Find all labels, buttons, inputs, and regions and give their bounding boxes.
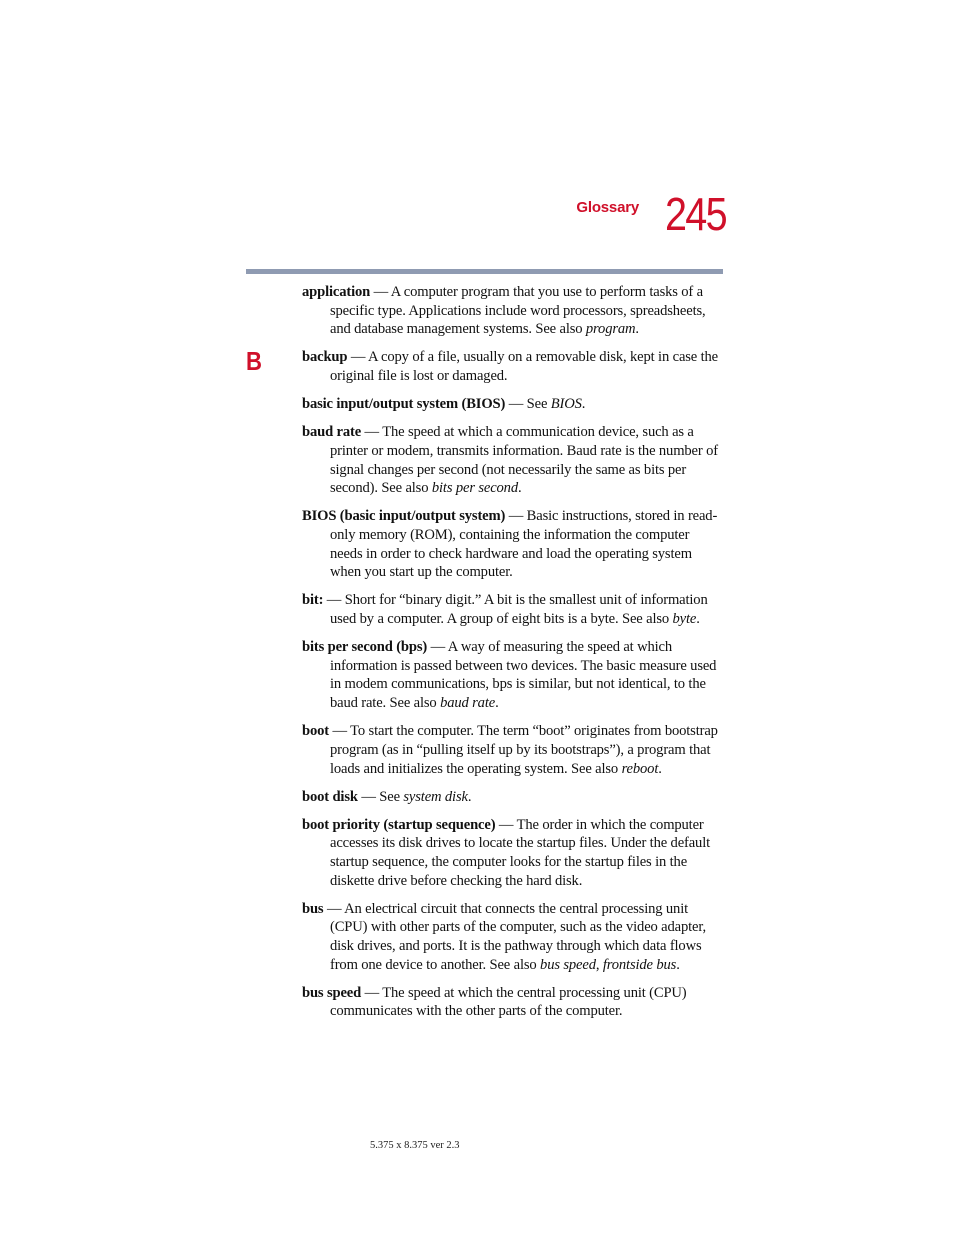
entry-term: application [302, 284, 371, 300]
glossary-entry [302, 423, 724, 498]
entry-text: — A way of measuring the speed at which information is passed between two devices. The basic measure used in modem communications, bps is similar, but not identical, to the baud rate. See also [330, 639, 717, 712]
entry-text: . [696, 611, 700, 628]
entry-term: baud rate [302, 424, 362, 441]
entry-reference: BIOS [550, 396, 582, 413]
glossary-entry [302, 638, 724, 713]
section-letter: B [246, 346, 262, 376]
glossary-entry [302, 900, 724, 975]
page-number: 245 [665, 188, 726, 240]
entry-reference: frontside bus [602, 956, 677, 973]
glossary-entry [302, 788, 724, 807]
entry-term: boot disk [302, 788, 358, 805]
entry-text: . [495, 695, 499, 712]
entry-term: boot [302, 723, 329, 740]
entry-text: . [676, 956, 680, 973]
glossary-entries [302, 283, 724, 1030]
entry-text: . [635, 321, 639, 338]
entry-text: — An electrical circuit that connects the central processing unit (CPU) with other parts of the computer, such as the video adapter, disk drives, and ports. It is the pathway through which data flows from one device to another. See also [323, 900, 706, 973]
entry-text: — A computer program that you use to perform tasks of a specific type. Applications include word processors, spreadsheets, and database management systems. See also [330, 284, 706, 338]
header-rule [246, 269, 723, 274]
glossary-entry [302, 507, 724, 582]
entry-text: . [658, 760, 662, 777]
entry-text: — The speed at which a communication device, such as a printer or modem, transmits information. Baud rate is the number of signal changes per second (not necessarily the same as bits per second). See also [330, 424, 718, 497]
entry-term: bits per second (bps) [302, 639, 428, 656]
entry-text: — The order in which the computer accesses its disk drives to locate the startup files. Under the default startup sequence, the computer looks for the startup files in the diskette drive before checking the hard disk. [330, 816, 711, 889]
entry-term: boot priority (startup sequence) [302, 816, 496, 833]
glossary-entry [302, 283, 724, 339]
print-spec-footer: 5.375 x 8.375 ver 2.3 [370, 1140, 460, 1151]
glossary-entry [302, 395, 724, 414]
glossary-entry [302, 348, 724, 385]
entry-reference: bus speed [540, 956, 596, 973]
entry-term: bus speed [302, 984, 362, 1001]
entry-term: BIOS (basic input/output system) [302, 508, 506, 525]
running-header-section: Glossary [576, 199, 639, 216]
entry-reference: reboot [621, 760, 659, 777]
entry-reference: byte [672, 611, 697, 628]
entry-text: — The speed at which the central processing unit (CPU) communicates with the other parts of the computer. [330, 984, 687, 1020]
glossary-entry [302, 722, 724, 778]
entry-text: . [467, 788, 472, 805]
entry-reference: bits per second [431, 480, 518, 497]
entry-text: — See [505, 396, 551, 413]
glossary-entry [302, 591, 724, 628]
glossary-entry [302, 984, 724, 1021]
entry-reference: baud rate [440, 695, 496, 712]
entry-text: — To start the computer. The term “boot” originates from bootstrap program (as in “pulling itself up by its bootstraps”), a program that loads and initializes the operating system. See also [328, 723, 718, 777]
entry-text: — Short for “binary digit.” A bit is the smallest unit of information used by a computer. A group of eight bits is a byte. See also [323, 592, 708, 628]
entry-text: — Basic instructions, stored in read-only memory (ROM), containing the information the computer needs in order to check hardware and load the operating system when you start up the computer. [330, 508, 718, 581]
entry-term: bit: [302, 592, 324, 609]
entry-text: — See [357, 788, 404, 805]
glossary-entry [302, 816, 724, 891]
entry-reference: system disk [403, 788, 468, 805]
entry-text: . [581, 396, 586, 413]
entry-term: backup [302, 349, 348, 366]
entry-reference: program [585, 321, 636, 338]
entry-text: , [595, 956, 603, 973]
entry-text: . [517, 480, 522, 497]
entry-term: basic input/output system (BIOS) [302, 396, 506, 413]
entry-text: — A copy of a file, usually on a removable disk, kept in case the original file is lost or damaged. [330, 349, 718, 385]
entry-term: bus [302, 900, 324, 917]
